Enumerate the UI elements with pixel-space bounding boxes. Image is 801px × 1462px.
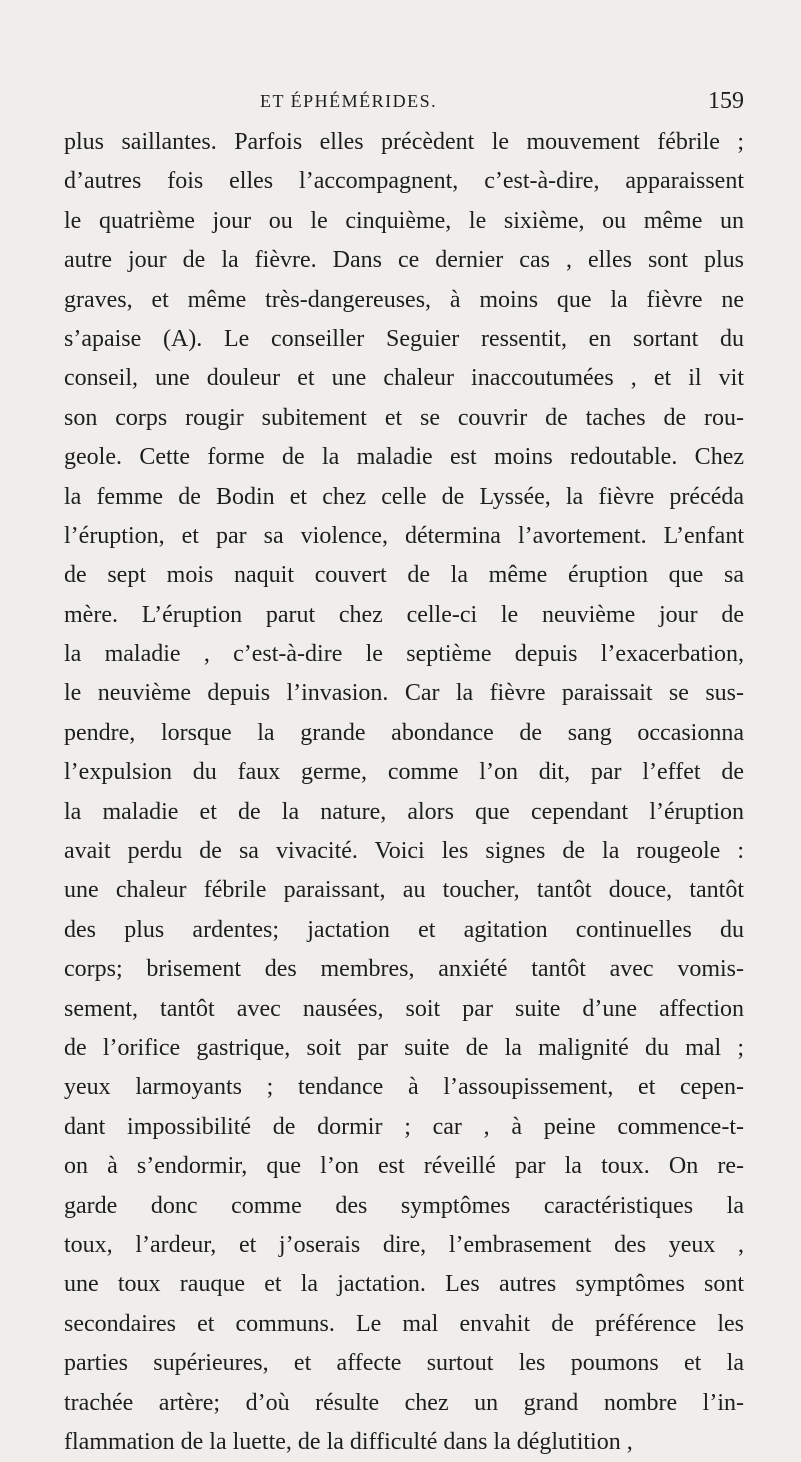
- text-line: la maladie et de la nature, alors que cependant l’éruption: [64, 798, 744, 825]
- text-line: d’autres fois elles l’accompagnent, c’est-à-dire, apparaissent: [64, 168, 744, 195]
- text-line: corps; brisement des membres, anxiété tantôt avec vomis-: [64, 956, 744, 983]
- text-line: pendre, lorsque la grande abondance de sang occasionna: [64, 719, 744, 746]
- text-line: conseil, une douleur et une chaleur inaccoutumées , et il vit: [64, 365, 744, 392]
- text-line: le quatrième jour ou le cinquième, le sixième, ou même un: [64, 207, 744, 234]
- text-line: l’expulsion du faux germe, comme l’on dit, par l’effet de: [64, 759, 744, 786]
- text-line: de sept mois naquit couvert de la même éruption que sa: [64, 562, 744, 589]
- text-line: des plus ardentes; jactation et agitation continuelles du: [64, 916, 744, 943]
- text-line: s’apaise (A). Le conseiller Seguier ressentit, en sortant du: [64, 325, 744, 352]
- body-text: [64, 123, 744, 1462]
- text-line: le neuvième depuis l’invasion. Car la fièvre paraissait se sus-: [64, 680, 744, 707]
- text-line: geole. Cette forme de la maladie est moins redoutable. Chez: [64, 444, 744, 471]
- text-line: trachée artère; d’où résulte chez un grand nombre l’in-: [64, 1389, 744, 1416]
- text-line: autre jour de la fièvre. Dans ce dernier cas , elles sont plus: [64, 247, 744, 274]
- text-line: flammation de la luette, de la difficulté dans la déglutition ,: [64, 1428, 633, 1455]
- text-line: dant impossibilité de dormir ; car , à peine commence-t-: [64, 1113, 744, 1140]
- running-head: ET ÉPHÉMÉRIDES.: [260, 91, 438, 111]
- text-line: graves, et même très-dangereuses, à moins que la fièvre ne: [64, 286, 744, 313]
- text-line: avait perdu de sa vivacité. Voici les signes de la rougeole :: [64, 838, 744, 865]
- text-line: la maladie , c’est-à-dire le septième depuis l’exacerbation,: [64, 641, 744, 668]
- text-line: une toux rauque et la jactation. Les autres symptômes sont: [64, 1271, 744, 1298]
- page-number: 159: [708, 88, 744, 114]
- text-line: on à s’endormir, que l’on est réveillé par la toux. On re-: [64, 1153, 744, 1180]
- text-line: de l’orifice gastrique, soit par suite de la malignité du mal ;: [64, 1034, 744, 1061]
- text-line: mère. L’éruption parut chez celle-ci le neuvième jour de: [64, 601, 744, 628]
- text-line: plus saillantes. Parfois elles précèdent le mouvement fébrile ;: [64, 129, 744, 155]
- text-line: parties supérieures, et affecte surtout les poumons et la: [64, 1350, 744, 1377]
- text-line: son corps rougir subitement et se couvrir de taches de rou-: [64, 404, 744, 431]
- text-line: la femme de Bodin et chez celle de Lyssée, la fièvre précéda: [64, 483, 744, 510]
- text-line: une chaleur fébrile paraissant, au toucher, tantôt douce, tantôt: [64, 877, 744, 904]
- page-header: [64, 86, 744, 116]
- text-line: secondaires et communs. Le mal envahit de préférence les: [64, 1310, 744, 1337]
- text-line: yeux larmoyants ; tendance à l’assoupissement, et cepen-: [64, 1074, 744, 1101]
- text-line: garde donc comme des symptômes caractéristiques la: [64, 1192, 744, 1219]
- text-line: sement, tantôt avec nausées, soit par suite d’une affection: [64, 995, 744, 1022]
- text-line: l’éruption, et par sa violence, détermina l’avortement. L’enfant: [64, 522, 744, 549]
- text-line: toux, l’ardeur, et j’oserais dire, l’embrasement des yeux ,: [64, 1231, 744, 1258]
